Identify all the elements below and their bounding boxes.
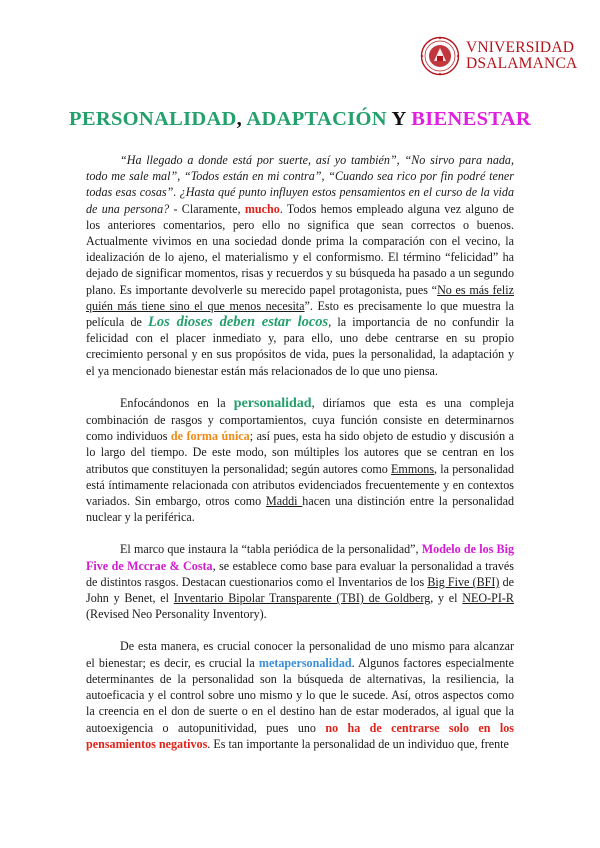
highlight-personalidad: personalidad bbox=[233, 395, 312, 411]
p4-text-a: De esta manera, es crucial conocer la personalidad de uno mismo para alcanzar el bienestar; es decir, es crucial la bbox=[86, 639, 514, 670]
underlined-quote: No es más feliz quién más tiene sino el que menos necesita bbox=[86, 282, 515, 313]
logo-line-2: DSALAMANCA bbox=[466, 55, 578, 72]
p3-text-b: , se establece como base para evaluar la personalidad a través de distintos rasgos. Destacan cuestionarios como el Inventarios de los bbox=[86, 558, 514, 589]
highlight-forma-unica: de forma única bbox=[170, 429, 250, 444]
ref-big-five-bfi: Big Five (BFI) bbox=[427, 574, 500, 589]
author-maddi: Maddi bbox=[265, 494, 303, 509]
ref-neo-pi-r: NEO-PI-R bbox=[462, 591, 514, 606]
p1-text-b: . Todos hemos empleado alguna vez alguno de los anteriores comentarios, pero ello no significa que sean correctos o buenos. Actualmente vivimos en una sociedad donde prima la comparación con el vecino, la idealización de lo ajeno, el materialismo y el conformismo. El término “felicidad” ha dejado de significar momentos, risas y recuerdos y su búsqueda ha pasado a un segundo plano. Es importante devolverle su merecido papel protagonista, pues “ bbox=[86, 201, 515, 297]
p1-text-a: - Claramente, bbox=[169, 201, 245, 216]
paragraph-2 bbox=[86, 395, 514, 526]
p2-text-e: hacen una distinción entre la personalidad nuclear y la periférica. bbox=[86, 494, 514, 525]
highlight-pensamientos-negativos: no ha de centrarse solo en los pensamientos negativos bbox=[86, 720, 514, 751]
p4-text-c: . Es tan importante la personalidad de un individuo que, frente bbox=[207, 736, 509, 751]
highlight-metapersonalidad: metapersonalidad bbox=[258, 655, 352, 670]
highlight-mucho: mucho bbox=[244, 201, 280, 216]
p4-text-b: . Algunos factores especialmente determinantes de la personalidad son la búsqueda de alternativas, la resiliencia, la autoeficacia y el control sobre uno mismo y lo que le sucede. Así, otros aspectos como la creencia en el don de suerte o en el destino han de estar moderados, al igual que la autoexigencia o autopunitividad, pues uno bbox=[86, 655, 514, 735]
paragraph-1 bbox=[86, 152, 514, 379]
p2-text-c: ; así pues, esta ha sido objeto de estudio y discusión a lo largo del tiempo. De este modo, son múltiples los autores que se centran en los atributos que constituyen la personalidad; según autores como bbox=[86, 429, 514, 476]
p2-text-b: , diríamos que esta es una compleja combinación de rasgos y comportamientos, cuya función consiste en determinarnos como individuos bbox=[86, 395, 514, 444]
logo-wordmark bbox=[466, 40, 577, 72]
paragraph-4 bbox=[86, 638, 514, 751]
p3-text-e: (Revised Neo Personality Inventory). bbox=[86, 607, 267, 622]
university-logo bbox=[420, 34, 578, 78]
title-adaptacion: ADAPTACIÓN bbox=[246, 108, 387, 130]
author-emmons: Emmons bbox=[391, 461, 435, 476]
p1-text-d: , la importancia de no confundir la felicidad con el placer inmediato y, para ello, uno debe centrarse en su propio crecimiento personal y en sus propósitos de vida, pues la personalidad, la adaptación y el ya mencionado bienestar están más relacionados de lo que uno piensa. bbox=[86, 315, 515, 378]
p2-text-a: Enfocándonos en la bbox=[120, 395, 234, 410]
title-comma: , bbox=[236, 108, 247, 130]
ref-tbi-goldberg: Inventario Bipolar Transparente (TBI) de Goldberg bbox=[173, 591, 431, 606]
p3-text-a: El marco que instaura la “tabla periódica de la personalidad”, bbox=[120, 542, 422, 557]
university-seal-icon bbox=[420, 36, 460, 76]
title-bienestar: BIENESTAR bbox=[411, 108, 531, 130]
title-personalidad: PERSONALIDAD bbox=[69, 108, 237, 130]
document-body bbox=[86, 152, 514, 768]
p3-text-d: , y el bbox=[430, 591, 463, 606]
opening-quotes: “Ha llegado a donde está por suerte, así yo también”, “No sirvo para nada, todo me sale mal”, “Todos están en mi contra”, “Cuando sea rico por fin podré tener todas esas cosas”. ¿Hasta qué punto influyen estos pensamientos en el curso de la vida de una persona? bbox=[86, 153, 514, 216]
highlight-modelo-big-five: Modelo de los Big Five de Mccrae & Costa bbox=[86, 542, 515, 573]
title-y: Y bbox=[386, 108, 412, 130]
paragraph-3 bbox=[86, 541, 514, 622]
logo-line-1: VNIVERSIDAD bbox=[466, 39, 575, 56]
p1-text-c: ”. Esto es precisamente lo que muestra la película de bbox=[86, 298, 514, 330]
p3-text-c: de John y Benet, el bbox=[86, 574, 514, 606]
page-title bbox=[0, 108, 600, 131]
movie-title: Los dioses deben estar locos bbox=[148, 314, 329, 331]
p2-text-d: , la personalidad está íntimamente relacionada con atributos evidenciados frecuentemente y en contextos variados. Sin embargo, otros como bbox=[86, 461, 514, 509]
